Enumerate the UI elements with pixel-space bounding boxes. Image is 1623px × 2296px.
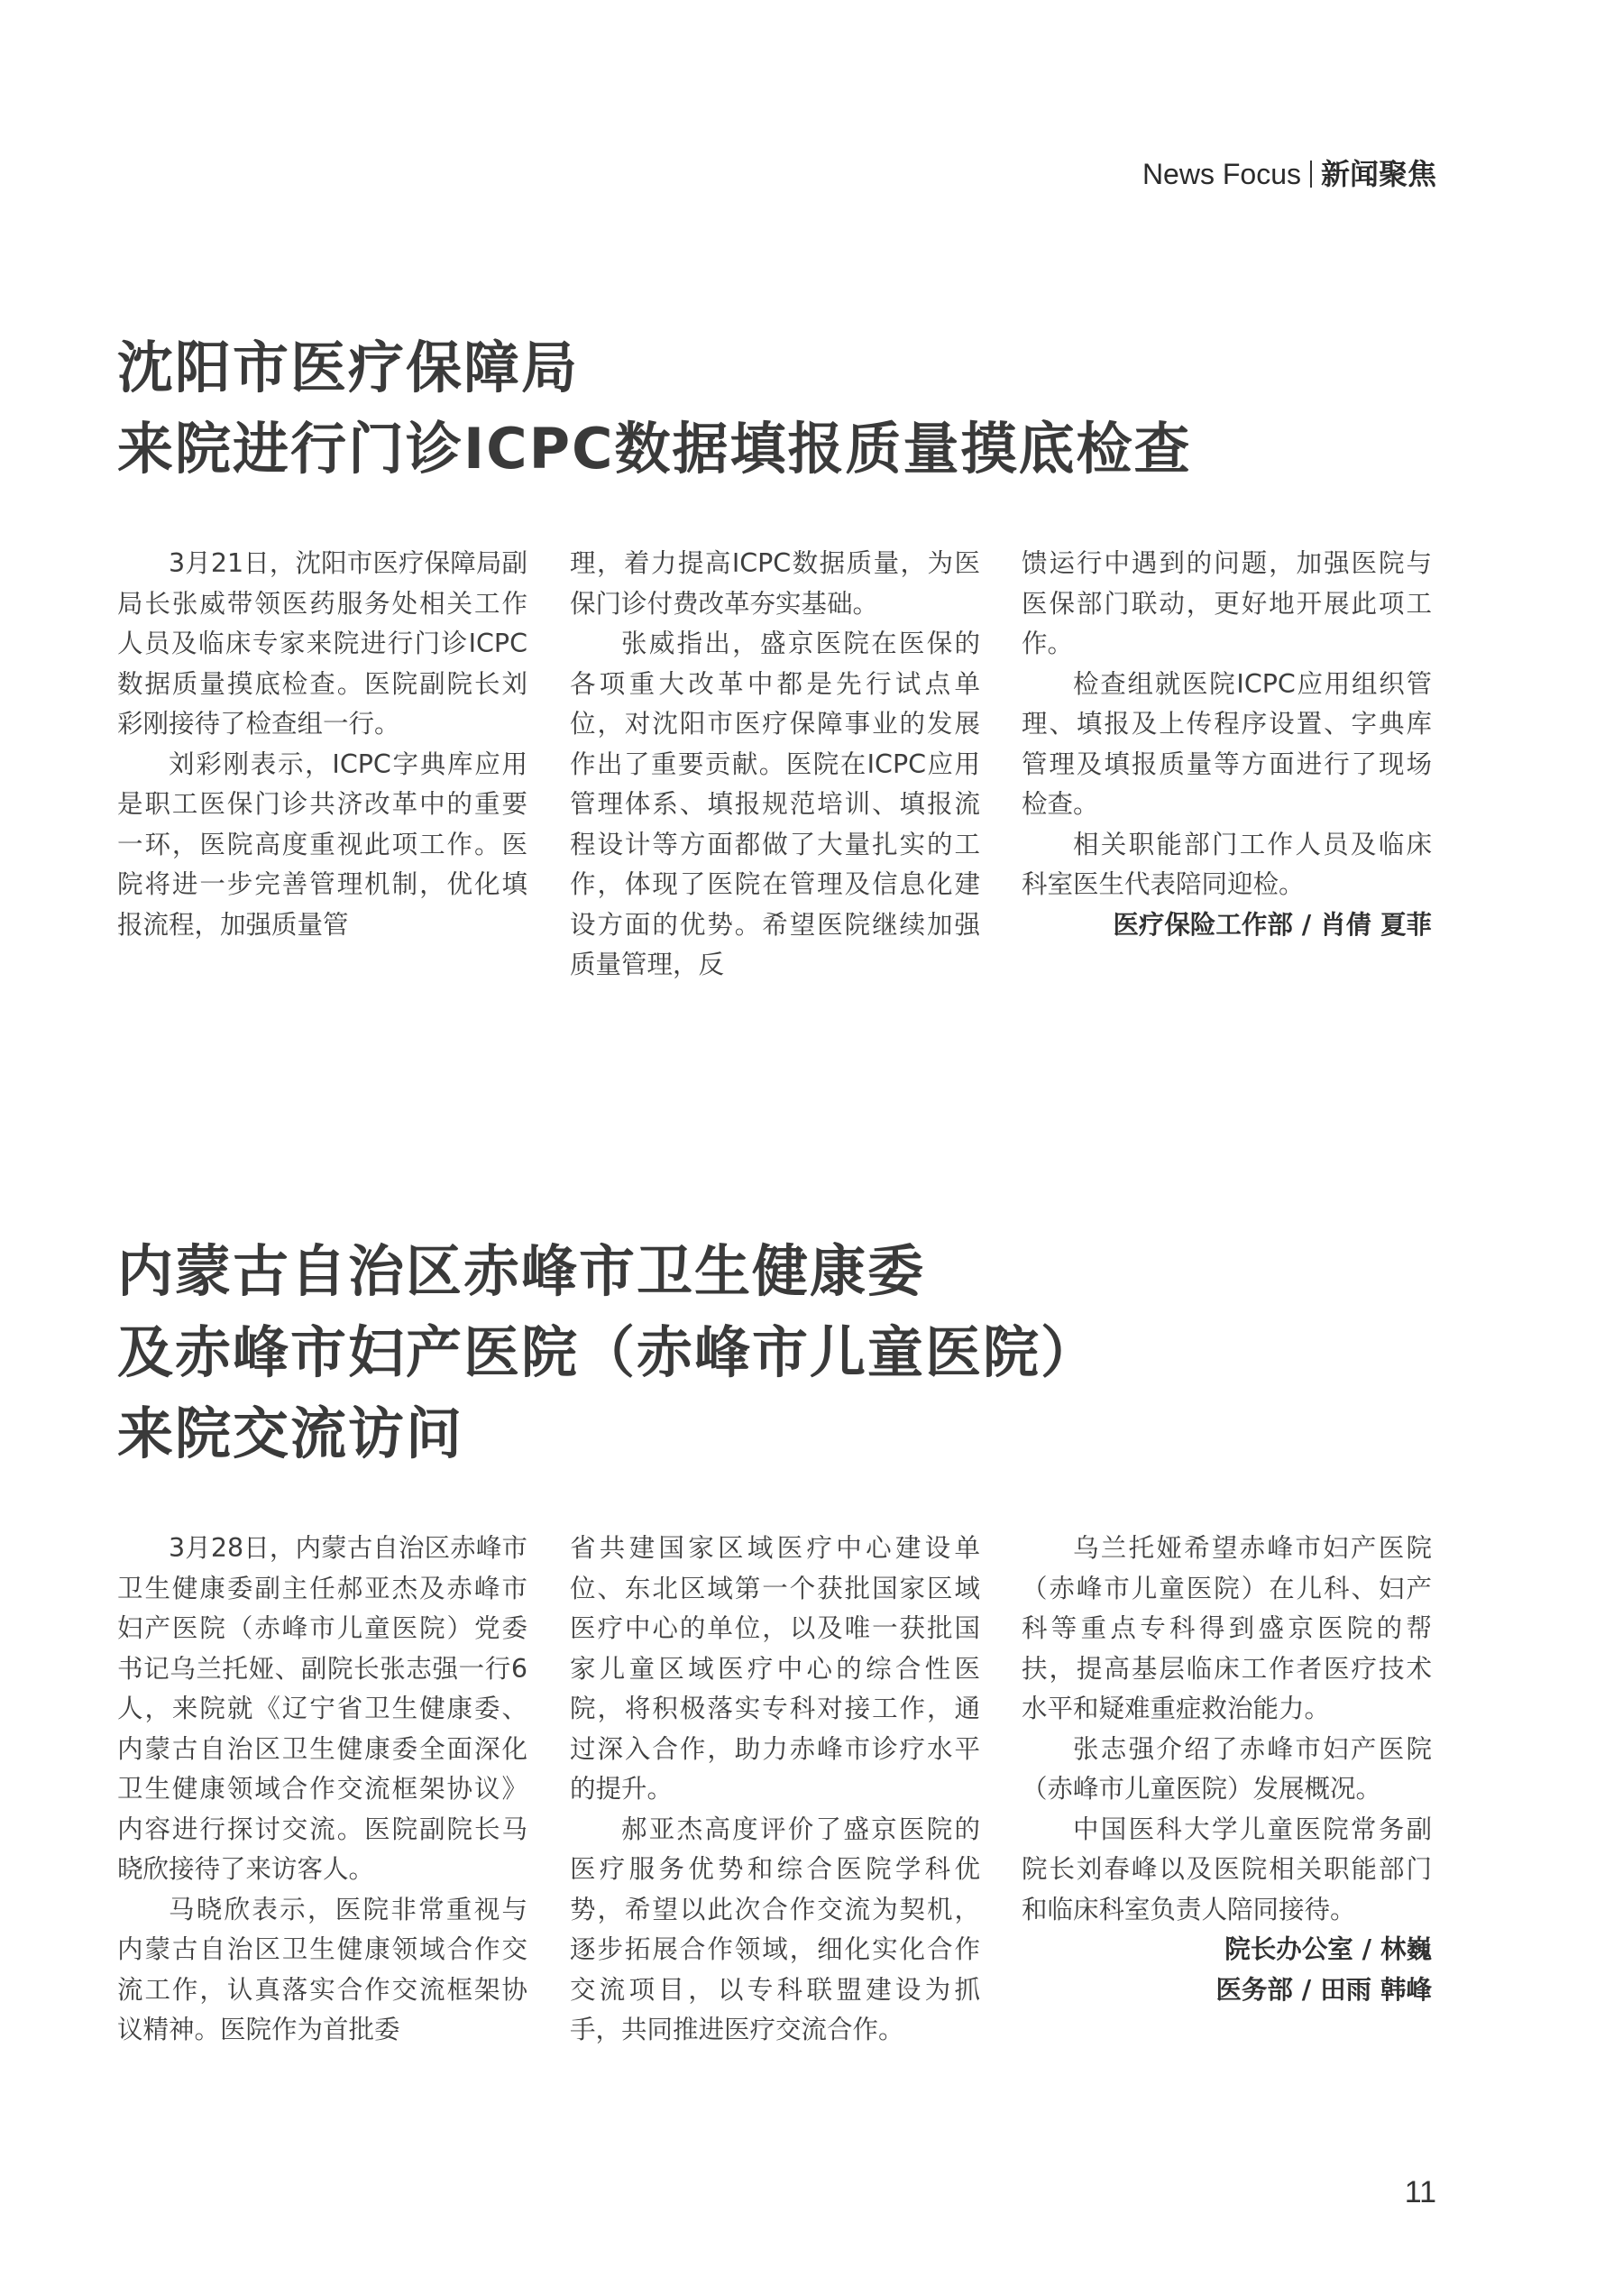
article1-title-line: 来院进行门诊ICPC数据填报质量摸底检查 (117, 416, 1192, 482)
paragraph: 检查组就医院ICPC应用组织管理、填报及上传程序设置、字典库管理及填报质量等方面进行了现场检查。 (1022, 668, 1432, 819)
article1-column-2 (570, 544, 980, 986)
header-divider (1310, 161, 1312, 188)
article2-title-line: 及赤峰市妇产医院（赤峰市儿童医院） (117, 1319, 1099, 1385)
article2-column-1 (117, 1529, 527, 2051)
paragraph: 马晓欣表示，医院非常重视与内蒙古自治区卫生健康领域合作交流工作，认真落实合作交流框架协议精神。医院作为首批委 (117, 1894, 527, 2044)
paragraph: 3月28日，内蒙古自治区赤峰市卫生健康委副主任郝亚杰及赤峰市妇产医院（赤峰市儿童医院）党委书记乌兰托娅、副院长张志强一行6人，来院就《辽宁省卫生健康委、内蒙古自治区卫生健康委全面深化卫生健康领域合作交流框架协议》内容进行探讨交流。医院副院长马晓欣接待了来访客人。 (117, 1533, 527, 1884)
section-header-zh: 新闻聚焦 (1320, 157, 1436, 191)
article2-column-3 (1022, 1529, 1432, 2010)
section-header (1142, 152, 1436, 193)
article2-byline: 医务部 / 田雨 韩峰 (1215, 1974, 1432, 2005)
paragraph: 郝亚杰高度评价了盛京医院的医疗服务优势和综合医院学科优势，希望以此次合作交流为契机，逐步拓展合作领域，细化实化合作交流项目，以专科联盟建设为抓手，共同推进医疗交流合作。 (570, 1814, 980, 2044)
article1-column-1 (117, 544, 527, 945)
paragraph: 乌兰托娅希望赤峰市妇产医院（赤峰市儿童医院）在儿科、妇产科等重点专科得到盛京医院的帮扶，提高基层临床工作者医疗技术水平和疑难重症救治能力。 (1022, 1533, 1432, 1723)
page-number: 11 (1404, 2175, 1436, 2209)
article1-byline: 医疗保险工作部 / 肖倩 夏菲 (1113, 909, 1432, 940)
article2-title-line: 内蒙古自治区赤峰市卫生健康委 (117, 1238, 926, 1304)
article2-column-2 (570, 1529, 980, 2051)
article1-title-line: 沈阳市医疗保障局 (117, 335, 580, 400)
paragraph: 刘彩刚表示，ICPC字典库应用是职工医保门诊共济改革中的重要一环，医院高度重视此项工作。医院将进一步完善管理机制，优化填报流程，加强质量管 (117, 748, 527, 940)
article2-title-line: 来院交流访问 (117, 1401, 464, 1466)
paragraph: 3月21日，沈阳市医疗保障局副局长张威带领医药服务处相关工作人员及临床专家来院进行门诊ICPC数据质量摸底检查。医院副院长刘彩刚接待了检查组一行。 (117, 548, 527, 739)
article2-byline: 院长办公室 / 林巍 (1224, 1934, 1432, 1964)
paragraph: 省共建国家区域医疗中心建设单位、东北区域第一个获批国家区域医疗中心的单位，以及唯一获批国家儿童区域医疗中心的综合性医院，将积极落实专科对接工作，通过深入合作，助力赤峰市诊疗水平的提升。 (570, 1533, 980, 1804)
article1-column-3 (1022, 544, 1432, 945)
paragraph: 张威指出，盛京医院在医保的各项重大改革中都是先行试点单位，对沈阳市医疗保障事业的发展作出了重要贡献。医院在ICPC应用管理体系、填报规范培训、填报流程设计等方面都做了大量扎实的工作，体现了医院在管理及信息化建设方面的优势。希望医院继续加强质量管理，反 (570, 629, 980, 979)
paragraph: 理，着力提高ICPC数据质量，为医保门诊付费改革夯实基础。 (570, 548, 980, 619)
section-header-en: News Focus (1142, 158, 1301, 190)
paragraph: 相关职能部门工作人员及临床科室医生代表陪同迎检。 (1022, 829, 1432, 899)
paragraph: 中国医科大学儿童医院常务副院长刘春峰以及医院相关职能部门和临床科室负责人陪同接待。 (1022, 1814, 1432, 1924)
paragraph: 张志强介绍了赤峰市妇产医院（赤峰市儿童医院）发展概况。 (1022, 1733, 1432, 1804)
article2-title (117, 1231, 1098, 1474)
paragraph: 馈运行中遇到的问题，加强医院与医保部门联动，更好地开展此项工作。 (1022, 548, 1432, 658)
article1-title (117, 327, 1192, 490)
